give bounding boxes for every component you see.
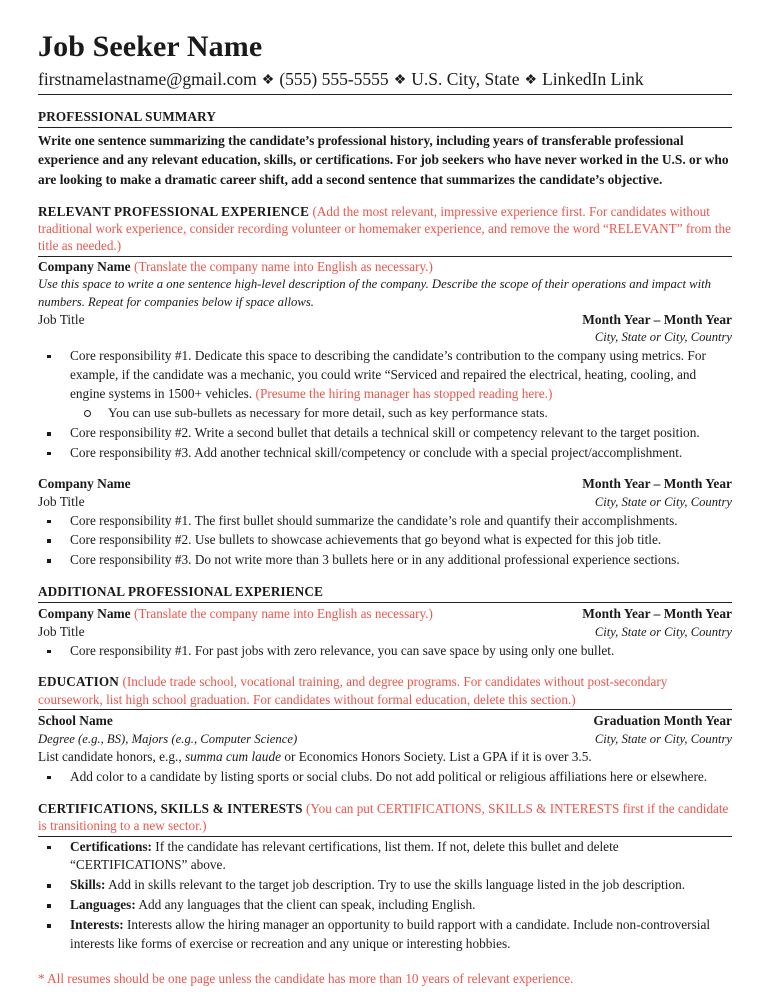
list-item (38, 838, 732, 876)
list-item (38, 347, 732, 423)
bullet-label: Languages: (70, 897, 136, 913)
bullet-text: If the candidate has relevant certifications, list them. If not, delete this bullet and delete “CERTIFICATIONS” above. (70, 838, 619, 873)
section-heading-relevant-experience (38, 203, 732, 255)
education-entry (38, 712, 732, 786)
list-item: Core responsibility #3. Do not write more than 3 bullets here or in any additional professional experience sections. (38, 551, 732, 570)
list-item: Core responsibility #1. For past jobs with zero relevance, you can save space by using only one bullet. (38, 642, 732, 661)
contact-location: U.S. City, State (411, 68, 520, 89)
location-row (38, 329, 732, 346)
company-date-row (38, 605, 732, 623)
job-title-location-row (38, 493, 732, 511)
experience-entry (38, 259, 732, 463)
relevant-experience-note: (Add the most relevant, impressive experience first. For candidates without traditional work experience, consider recording volunteer or homemaker experience, and remove the word “RELEVANT” from the title as needed.) (38, 203, 731, 254)
job-location: City, State or City, Country (594, 624, 732, 639)
list-item: Core responsibility #2. Use bullets to showcase achievements that go beyond what is expected for this job title. (38, 531, 732, 550)
list-item: You can use sub-bullets as necessary for more detail, such as key performance stats. (70, 404, 732, 423)
experience-entry (38, 605, 732, 661)
divider (38, 836, 732, 837)
job-title: Job Title (38, 493, 85, 509)
job-title-location-row (38, 623, 732, 641)
certifications-list (38, 838, 732, 954)
contact-email: firstnamelastname@gmail.com (38, 68, 257, 89)
company-name: Company Name (38, 605, 131, 621)
school-graduation-row (38, 712, 732, 730)
bullet-text: Interests allow the hiring manager an opportunity to build rapport with a candidate. Include non-controversial interests like forms of exercise or recreation and any unique or interesting hobbies. (70, 917, 711, 951)
job-title: Job Title (38, 623, 85, 639)
list-item: Core responsibility #3. Add another technical skill/competency or conclude with a special project/accomplishment. (38, 444, 732, 463)
employment-dates: Month Year – Month Year (582, 605, 732, 621)
section-heading-education (38, 673, 732, 708)
responsibility-list (38, 642, 732, 661)
honors-line (38, 748, 732, 767)
job-title: Job Title (38, 311, 85, 327)
education-bullet-list (38, 768, 732, 787)
certifications-title: CERTIFICATIONS, SKILLS & INTERESTS (38, 800, 303, 816)
school-location: City, State or City, Country (594, 732, 732, 747)
contact-phone: (555) 555-5555 (279, 68, 389, 89)
list-item: Core responsibility #2. Write a second bullet that details a technical skill or competency relevant to the target position. (38, 424, 732, 443)
company-name-line (38, 605, 433, 623)
responsibility-list (38, 512, 732, 571)
honors-prefix: List candidate honors, e.g., (38, 749, 185, 765)
diamond-separator-icon: ❖ (261, 72, 275, 88)
bullet-label: Interests: (70, 917, 124, 933)
bullet-label: Certifications: (70, 838, 152, 854)
section-heading-professional-summary: PROFESSIONAL SUMMARY (38, 108, 732, 127)
company-date-row (38, 475, 732, 493)
contact-line (38, 68, 732, 96)
degree-major: Degree (e.g., BS), Majors (e.g., Computer Science) (38, 732, 298, 747)
list-item (38, 896, 732, 915)
job-location: City, State or City, Country (594, 329, 732, 344)
sub-responsibility-list (70, 404, 732, 423)
divider (38, 709, 732, 710)
experience-entry (38, 475, 732, 571)
bullet-text: Add in skills relevant to the target job description. Try to use the skills language listed in the job description. (105, 877, 686, 893)
employment-dates: Month Year – Month Year (582, 311, 732, 327)
relevant-experience-title: RELEVANT PROFESSIONAL EXPERIENCE (38, 203, 310, 219)
bullet-text: Core responsibility #1. Dedicate this space to describing the candidate’s contribution to the company using metrics. For example, if the candidate was a mechanic, you could write “Serviced and repaired the electrical, heating, cooling, and engine systems in 1500+ vehicles. (70, 347, 706, 401)
responsibility-list (38, 347, 732, 463)
certifications-note: (You can put CERTIFICATIONS, SKILLS & INTERESTS first if the candidate is transitioning to a new sector.) (38, 800, 729, 834)
graduation-date: Graduation Month Year (593, 713, 732, 729)
list-item: Core responsibility #1. The first bullet should summarize the candidate’s role and quantify their accomplishments. (38, 512, 732, 531)
page-footnote: * All resumes should be one page unless the candidate has more than 10 years of relevant experience. (38, 970, 574, 986)
list-item (38, 916, 732, 954)
diamond-separator-icon: ❖ (524, 72, 538, 88)
diamond-separator-icon: ❖ (393, 72, 407, 88)
company-name-line (38, 259, 732, 275)
degree-location-row (38, 730, 732, 748)
section-heading-certifications (38, 800, 732, 835)
honors-suffix: or Economics Honors Society. List a GPA if it is over 3.5. (281, 749, 592, 765)
honors-latin: summa cum laude (184, 749, 281, 765)
company-name: Company Name (38, 475, 131, 491)
company-name-note: (Translate the company name into English as necessary.) (133, 605, 433, 621)
company-name: Company Name (38, 258, 131, 274)
list-item: Add color to a candidate by listing sports or social clubs. Do not add political or religious affiliations here or elsewhere. (38, 768, 732, 787)
candidate-name: Job Seeker Name (38, 30, 263, 63)
list-item (38, 876, 732, 895)
company-description: Use this space to write a one sentence high-level description of the company. Describe the scope of their operations and impact with numbers. Repeat for companies below if space allows. (38, 276, 712, 309)
bullet-note: (Presume the hiring manager has stopped reading here.) (255, 385, 553, 401)
divider (38, 256, 732, 257)
contact-linkedin[interactable]: LinkedIn Link (542, 68, 644, 89)
education-note: (Include trade school, vocational training, and degree programs. For candidates without post-secondary coursework, list high school graduation. For candidates without formal education, delete this section.) (38, 674, 668, 707)
job-title-date-row (38, 311, 732, 329)
education-title: EDUCATION (38, 674, 119, 690)
professional-summary-text: Write one sentence summarizing the candidate’s professional history, including years of transferable professional experience and any relevant education, skills, or certifications. For job seekers who have never worked in the U.S. or who are looking to make a dramatic career shift, add a second sentence that summarizes the candidate’s objective. (38, 132, 729, 188)
section-heading-additional-experience: ADDITIONAL PROFESSIONAL EXPERIENCE (38, 583, 732, 602)
job-location: City, State or City, Country (594, 494, 732, 509)
company-name-note: (Translate the company name into English as necessary.) (133, 258, 433, 274)
bullet-text: Add any languages that the client can speak, including English. (135, 897, 476, 913)
bullet-label: Skills: (70, 877, 106, 893)
employment-dates: Month Year – Month Year (582, 475, 732, 491)
school-name: School Name (38, 713, 113, 729)
